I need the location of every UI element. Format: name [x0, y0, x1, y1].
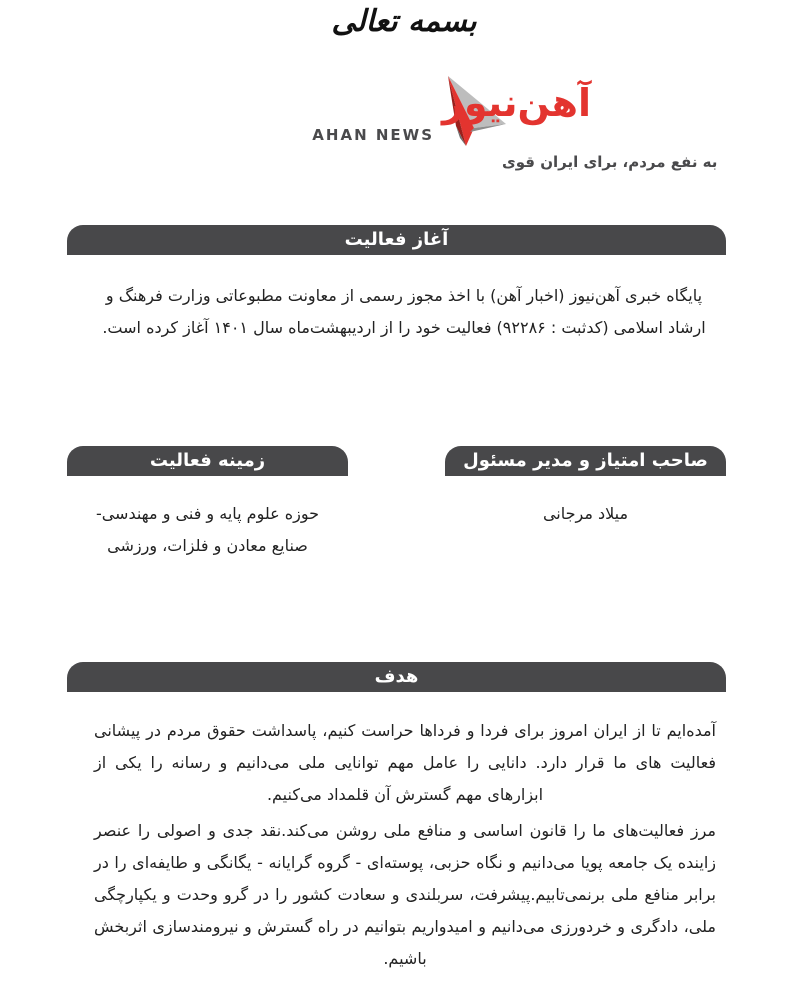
owner-name: میلاد مرجانی — [542, 504, 629, 523]
section-title-field: زمینه فعالیت — [67, 446, 348, 476]
ahan-news-logo — [270, 70, 718, 180]
field-line-1: حوزه علوم پایه و فنی و مهندسی- — [95, 504, 320, 523]
goal-paragraph-1: آمده‌ایم تا از ایران امروز برای فردا و فرداها حراست کنیم، پاسداشت حقوق مردم در پیشانی فعالیت های ما قرار دارد. دانایی را عامل مهم توانایی ملی می‌دانیم و رسانه را یکی از ابزارهای مهم گسترش آن قلمداد می‌کنیم. — [94, 721, 716, 804]
bismillah-heading: بسمه تعالی — [331, 4, 477, 39]
logo-slogan: به نفع مردم، برای ایران قوی — [502, 153, 718, 171]
section-title-owner: صاحب امتیاز و مدیر مسئول — [445, 446, 726, 476]
start-description: پایگاه خبری آهن‌نیوز (اخبار آهن) با اخذ مجوز رسمی از معاونت مطبوعاتی وزارت فرهنگ و ارشاد اسلامی (کدثبت : ۹۲۲۸۶) فعالیت خود را از اردیبهشت‌ماه سال ۱۴۰۱ آغاز کرده است. — [102, 286, 706, 337]
logo-name-en: AHAN NEWS — [312, 126, 434, 144]
field-line-2: صنایع معادن و فلزات، ورزشی — [107, 536, 308, 555]
section-title-goal: هدف — [67, 662, 726, 692]
section-title-start: آغاز فعالیت — [67, 225, 726, 255]
goal-paragraph-2: مرز فعالیت‌های ما را قانون اساسی و منافع ملی روشن می‌کند.نقد جدی و اصولی را عنصر زاینده یک جامعه پویا می‌دانیم و نگاه حزبی، پوسته‌ای - گروه گرایانه - یگانگی و طایفه‌ای را در برابر منافع ملی برنمی‌تابیم.پیشرفت، سربلندی و سعادت کشور را در گرو وحدت و یکپارچگی ملی، دادگری و خردورزی می‌دانیم و امیدواریم بتوانیم در راه گسترش و نیرومندسازی اثربخش باشیم. — [94, 821, 716, 968]
logo-name-fa: آهن‌نیوز — [442, 81, 592, 125]
